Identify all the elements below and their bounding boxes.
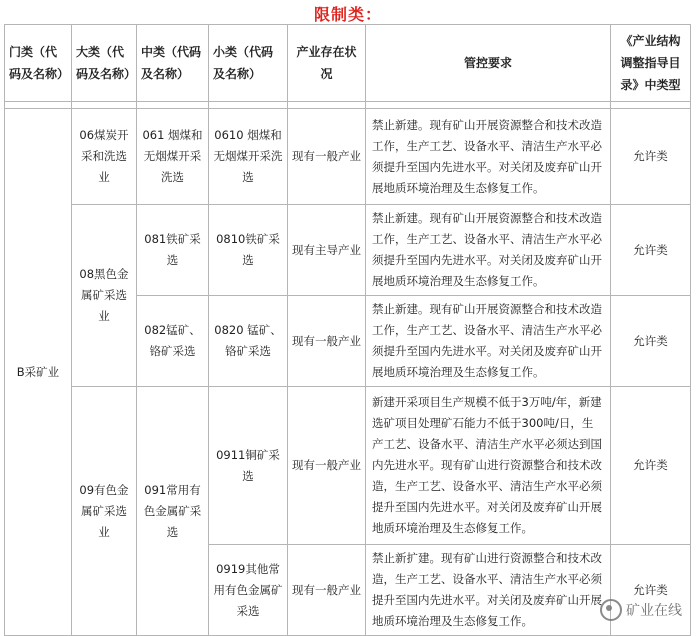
table-row: [5, 205, 691, 296]
table-row: [5, 109, 691, 205]
control-cell: 禁止新建。现有矿山开展资源整合和技术改造工作，生产工艺、设备水平、清洁生产水平必须提升至国内先进水平。对关闭及废弃矿山开展地质环境治理及生态修复工作。: [366, 296, 611, 387]
zhonglei-cell: 091常用有色金属矿采选: [137, 387, 209, 636]
status-cell: 现有一般产业: [288, 387, 366, 545]
watermark: [600, 599, 682, 621]
dalei-cell: 09有色金属矿采选业: [72, 387, 137, 636]
header-xiaolei: 小类（代码及名称）: [209, 25, 288, 102]
catalog-cell: 允许类: [611, 109, 691, 205]
status-cell: 现有一般产业: [288, 545, 366, 636]
zhonglei-cell: 082锰矿、铬矿采选: [137, 296, 209, 387]
header-menlei: 门类（代码及名称）: [5, 25, 72, 102]
catalog-cell: 允许类: [611, 205, 691, 296]
xiaolei-cell: 0820 锰矿、铬矿采选: [209, 296, 288, 387]
control-cell: 新建开采项目生产规模不低于3万吨/年，新建选矿项目处理矿石能力不低于300吨/日，生产工艺、设备水平、清洁生产水平必须达到国内先进水平。现有矿山进行资源整合和技术改造，生产工艺、设备水平、清洁生产水平必须提升至国内先进水平。对关闭及废弃矿山开展地质环境治理及生态修复工作。: [366, 387, 611, 545]
menlei-cell: B采矿业: [5, 109, 72, 636]
catalog-cell: 允许类: [611, 296, 691, 387]
catalog-cell: 允许类: [611, 545, 691, 636]
zhonglei-cell: 061 烟煤和无烟煤开采洗选: [137, 109, 209, 205]
xiaolei-cell: 0810铁矿采选: [209, 205, 288, 296]
xiaolei-cell: 0610 烟煤和无烟煤开采洗选: [209, 109, 288, 205]
xiaolei-cell: 0919其他常用有色金属矿采选: [209, 545, 288, 636]
control-cell: 禁止新建。现有矿山开展资源整合和技术改造工作，生产工艺、设备水平、清洁生产水平必须提升至国内先进水平。对关闭及废弃矿山开展地质环境治理及生态修复工作。: [366, 205, 611, 296]
header-dalei: 大类（代码及名称）: [72, 25, 137, 102]
dalei-cell: 06煤炭开采和洗选业: [72, 109, 137, 205]
control-cell: 禁止新扩建。现有矿山进行资源整合和技术改造，生产工艺、设备水平、清洁生产水平必须提升至国内先进水平。对关闭及废弃矿山开展地质环境治理及生态修复工作。: [366, 545, 611, 636]
header-control: 管控要求: [366, 25, 611, 102]
spacer-row: [5, 102, 691, 109]
header-zhonglei: 中类（代码及名称）: [137, 25, 209, 102]
industry-restriction-table: [4, 24, 691, 636]
header-status: 产业存在状况: [288, 25, 366, 102]
dalei-cell: 08黑色金属矿采选业: [72, 205, 137, 387]
table-row: [5, 387, 691, 545]
wechat-logo-icon: [600, 599, 622, 621]
status-cell: 现有主导产业: [288, 205, 366, 296]
watermark-text: 矿业在线: [626, 603, 682, 619]
status-cell: 现有一般产业: [288, 296, 366, 387]
section-title: 限制类：: [313, 5, 382, 24]
header-row: [5, 25, 691, 102]
status-cell: 现有一般产业: [288, 109, 366, 205]
zhonglei-cell: 081铁矿采选: [137, 205, 209, 296]
control-cell: 禁止新建。现有矿山开展资源整合和技术改造工作，生产工艺、设备水平、清洁生产水平必须提升至国内先进水平。对关闭及废弃矿山开展地质环境治理及生态修复工作。: [366, 109, 611, 205]
xiaolei-cell: 0911铜矿采选: [209, 387, 288, 545]
header-catalog: 《产业结构调整指导目录》中类型: [611, 25, 691, 102]
catalog-cell: 允许类: [611, 387, 691, 545]
